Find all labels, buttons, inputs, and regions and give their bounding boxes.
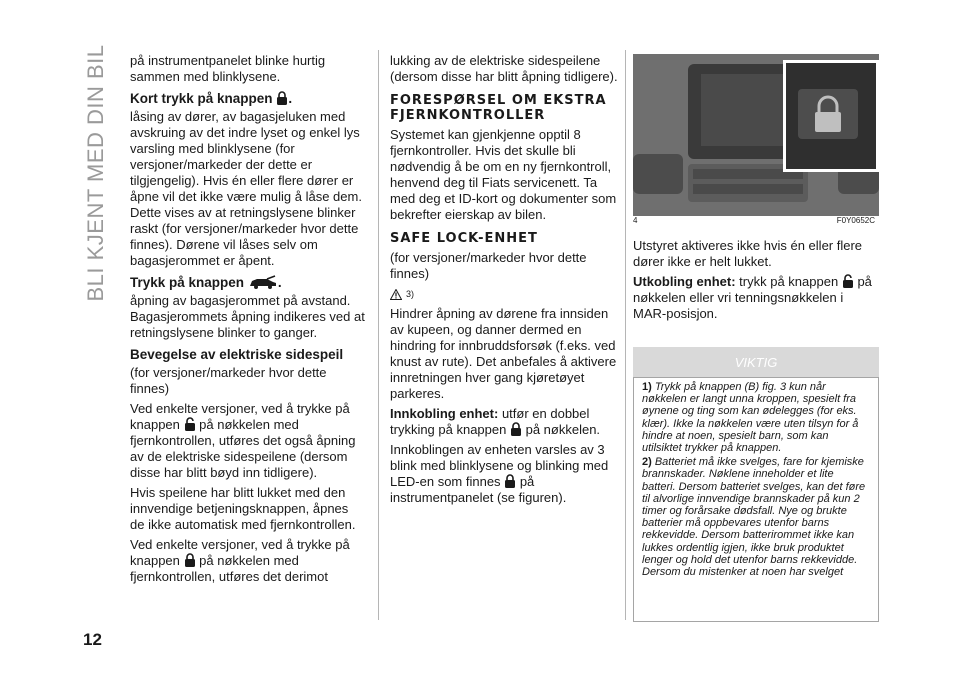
important-title: VIKTIG bbox=[734, 354, 778, 370]
unlock-icon bbox=[842, 274, 854, 288]
note-1 bbox=[642, 381, 870, 454]
paragraph bbox=[130, 401, 366, 481]
warning-ref bbox=[390, 286, 618, 302]
text: på instrumentpanelet (se figuren). bbox=[390, 474, 567, 505]
important-box bbox=[633, 377, 879, 622]
text: på nøkkelen med fjernkontrollen, utføres det derimot bbox=[130, 553, 328, 584]
text: Ved enkelte versjoner, ved å trykke på knappen bbox=[130, 537, 350, 568]
paragraph bbox=[633, 274, 879, 322]
paragraph: Utstyret aktiveres ikke hvis én eller flere dører ikke er helt lukket. bbox=[633, 238, 863, 269]
column-divider bbox=[378, 50, 379, 620]
text: på nøkkelen med fjernkontrollen, utføres det også åpning av de elektriske sidespeilene (dersom disse har blitt bøyd inn tidligere). bbox=[130, 417, 356, 480]
dashboard-figure bbox=[633, 54, 879, 216]
figure-code: F0Y0652C bbox=[836, 216, 875, 225]
column-1 bbox=[130, 53, 366, 589]
lock-icon bbox=[510, 422, 522, 436]
paragraph bbox=[390, 406, 618, 438]
dashboard-illustration bbox=[633, 54, 879, 216]
text: trykk på knappen bbox=[739, 274, 839, 289]
text: utfør en dobbel trykking på knappen bbox=[390, 406, 590, 437]
trunk-open-icon bbox=[248, 275, 278, 289]
heading-text: Trykk på knappen bbox=[130, 275, 245, 290]
heading-request: FORESPØRSEL OM EKSTRA FJERNKONTROLLER bbox=[390, 93, 607, 123]
section-side-tab bbox=[83, 43, 108, 302]
heading-lock: Kort trykk på knappen . bbox=[130, 91, 293, 106]
lock-icon bbox=[276, 91, 288, 105]
text: Ved enkelte versjoner, ved å trykke på knappen bbox=[130, 401, 350, 432]
inline-heading: Innkobling enhet: bbox=[390, 406, 499, 421]
paragraph: åpning av bagasjerommet på avstand. Bagasjerommets åpning indikeres ved at retningslysene blinker to ganger. bbox=[130, 293, 365, 340]
paragraph bbox=[390, 442, 618, 506]
warning-triangle-icon bbox=[390, 289, 402, 300]
paragraph: (for versjoner/markeder hvor dette finnes) bbox=[390, 250, 587, 281]
note-2 bbox=[642, 456, 870, 578]
paragraph: Hindrer åpning av dørene fra innsiden av kupeen, og danner dermed en hindring for innbruddsforsøk (f.eks. ved knust av rute). Det anbefales å aktivere innretningen hver gang kjøretøyet parkeres. bbox=[390, 306, 617, 401]
important-box-header bbox=[633, 347, 879, 377]
paragraph: låsing av dører, av bagasjeluken med avskruing av det indre lyset og enkel lys varsling med blinklysene (for versjoner/markeder der dette er tilgjengelig). Hvis én eller flere dører er åpne vil det ikke være mulig å låse dem. Dette vises av at retningslysene blinker raskt (for versjoner/markeder hvor dette finnes). Dørene vil låses selv om bagasjerommet er åpent. bbox=[130, 109, 362, 268]
text: på nøkkelen. bbox=[525, 422, 601, 437]
figure-number: 4 bbox=[633, 216, 638, 225]
column-divider bbox=[625, 50, 626, 620]
section-title: BLI KJENT MED DIN BIL bbox=[83, 43, 108, 302]
text: på nøkkelen eller vri tenningsnøkkelen i MAR-posisjon. bbox=[633, 274, 872, 321]
page-number: 12 bbox=[83, 630, 102, 649]
note-text: Trykk på knappen (B) fig. 3 kun når nøkkelen er langt unna kroppen, spesielt fra øynene og ting som kan ødelegges (for eks. klær). Ikke la nøkkelen være uten tilsyn for å hindre at noen, spesielt barn, som kan utilsiktet trykker på knappen. bbox=[642, 381, 859, 455]
text: Innkoblingen av enheten varsles av 3 blink med blinklysene og blinking med LED-en som finnes bbox=[390, 442, 609, 489]
paragraph bbox=[130, 537, 366, 585]
note-number: 2) bbox=[642, 456, 652, 469]
heading-trunk: Trykk på knappen . bbox=[130, 275, 282, 290]
note-number: 1) bbox=[642, 381, 652, 393]
heading-text: Kort trykk på knappen bbox=[130, 91, 273, 106]
heading-safe-lock: SAFE LOCK-ENHET bbox=[390, 231, 538, 246]
column-2 bbox=[390, 53, 618, 510]
note-text: Batteriet må ikke svelges, fare for kjemiske brannskader. Nøklene inneholder et lite batteri. Dersom batteriet svelges, kan det føre til alvorlige innvendige brannskader på kun 2 timer og forårsake dødsfall. Nye og brukte batterier må oppbevares utenfor barns rekkevidde. Dersom batterirommet ikke kan lukkes ordentlig igjen, ikke bruk produktet lenger og hold det utenfor barns rekkevidde. Dersom du mistenker at noen har svelget bbox=[642, 456, 866, 579]
warning-ref-text: 3) bbox=[406, 289, 415, 299]
paragraph: lukking av de elektriske sidespeilene (dersom disse har blitt åpning tidligere). bbox=[390, 53, 618, 84]
paragraph: Systemet kan gjenkjenne opptil 8 fjernkontroller. Hvis det skulle bli nødvendig å be om en ny fjernkontroll, henvend deg til Fiats servicenett. Ta med deg et ID-kort og dokumenter som bekrefter eierskap av bilen. bbox=[390, 127, 617, 222]
lock-icon bbox=[504, 474, 516, 488]
unlock-icon bbox=[184, 417, 196, 431]
lock-icon bbox=[184, 553, 196, 567]
column-3 bbox=[633, 238, 879, 326]
paragraph: på instrumentpanelet blinke hurtig sammen med blinklysene. bbox=[130, 53, 326, 84]
paragraph: Hvis speilene har blitt lukket med den innvendige betjeningsknappen, åpnes de ikke automatisk med fjernkontrollen. bbox=[130, 485, 356, 532]
heading-mirrors: Bevegelse av elektriske sidespeil bbox=[130, 347, 344, 362]
inline-heading: Utkobling enhet: bbox=[633, 274, 736, 289]
paragraph: (for versjoner/markeder hvor dette finnes) bbox=[130, 365, 327, 396]
